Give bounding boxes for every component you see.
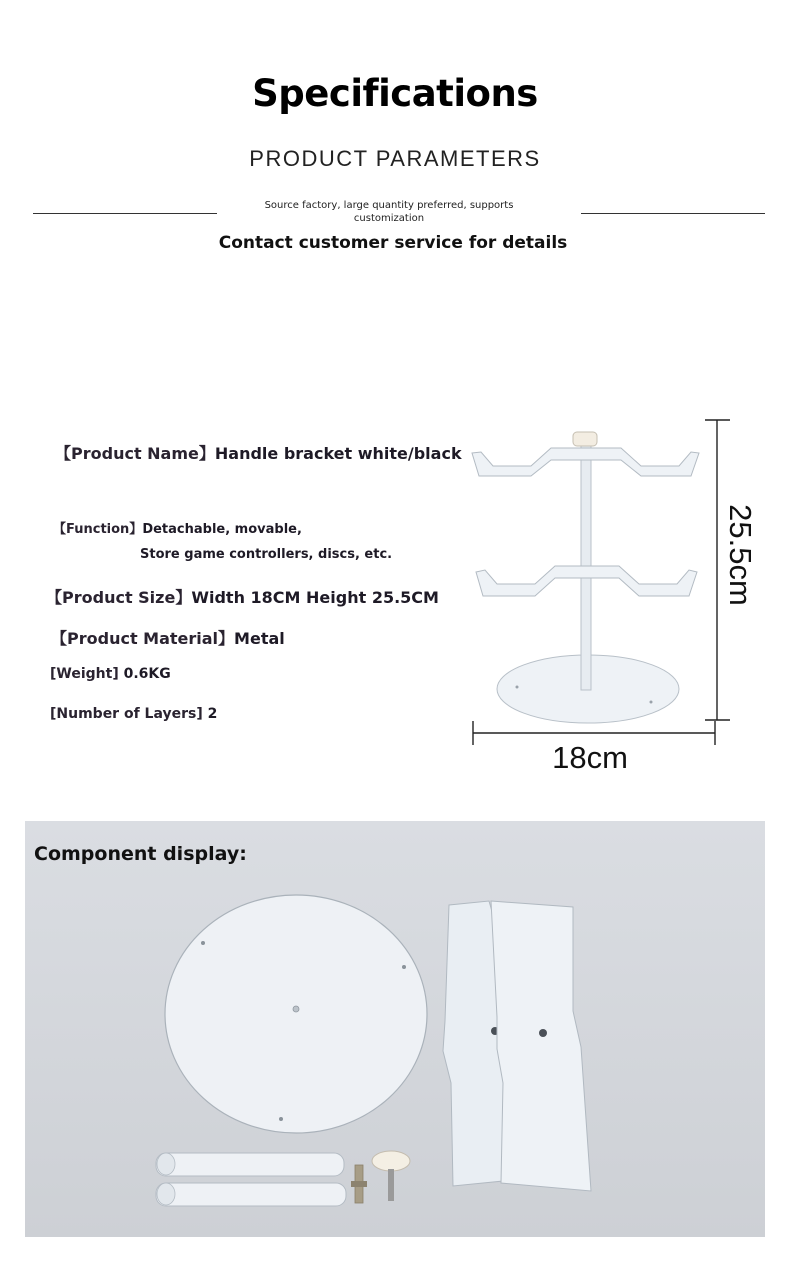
bracket-illustration	[472, 432, 699, 723]
base-disc	[165, 895, 427, 1133]
spec-layers	[50, 706, 217, 722]
divider-right	[581, 213, 765, 214]
spec-product-material	[51, 626, 285, 649]
spec-weight-value: 0.6KG	[123, 666, 171, 682]
component-photo	[25, 821, 765, 1237]
spec-weight-label: [Weight]	[50, 666, 119, 682]
spec-product-size-label: 【Product Size】	[46, 588, 192, 607]
spec-weight	[50, 666, 171, 682]
spec-function	[53, 518, 302, 537]
pole-segments	[156, 1153, 346, 1206]
dimension-width-label: 18cm	[552, 740, 628, 775]
spec-product-size	[46, 585, 439, 608]
divider-left	[33, 213, 217, 214]
spec-product-material-label: 【Product Material】	[51, 629, 235, 648]
connector-screw	[351, 1165, 367, 1203]
spec-product-name-value: Handle bracket white/black	[214, 444, 462, 463]
spec-function-label: 【Function】	[53, 522, 143, 537]
dimension-height-text: 25.5cm	[723, 504, 759, 606]
component-parts-illustration	[25, 821, 765, 1237]
spec-product-name	[55, 441, 462, 464]
tier-bracket-2	[491, 901, 591, 1191]
top-knob	[372, 1151, 410, 1201]
spec-product-name-label: 【Product Name】	[55, 444, 215, 463]
page-title: Specifications	[252, 72, 538, 115]
spec-function-value-1: Detachable, movable,	[142, 522, 302, 537]
dimension-height-label	[700, 480, 780, 630]
contact-note: Contact customer service for details	[218, 233, 568, 253]
spec-function-value-2: Store game controllers, discs, etc.	[140, 547, 393, 562]
spec-product-size-value: Width 18CM Height 25.5CM	[191, 588, 439, 607]
factory-note: Source factory, large quantity preferred, supports customization	[264, 200, 514, 224]
spec-layers-label: [Number of Layers]	[50, 706, 203, 722]
spec-layers-value: 2	[207, 706, 218, 722]
component-display-label: Component display:	[34, 843, 247, 865]
page-subtitle: PRODUCT PARAMETERS	[249, 146, 541, 171]
spec-product-material-value: Metal	[234, 629, 285, 648]
